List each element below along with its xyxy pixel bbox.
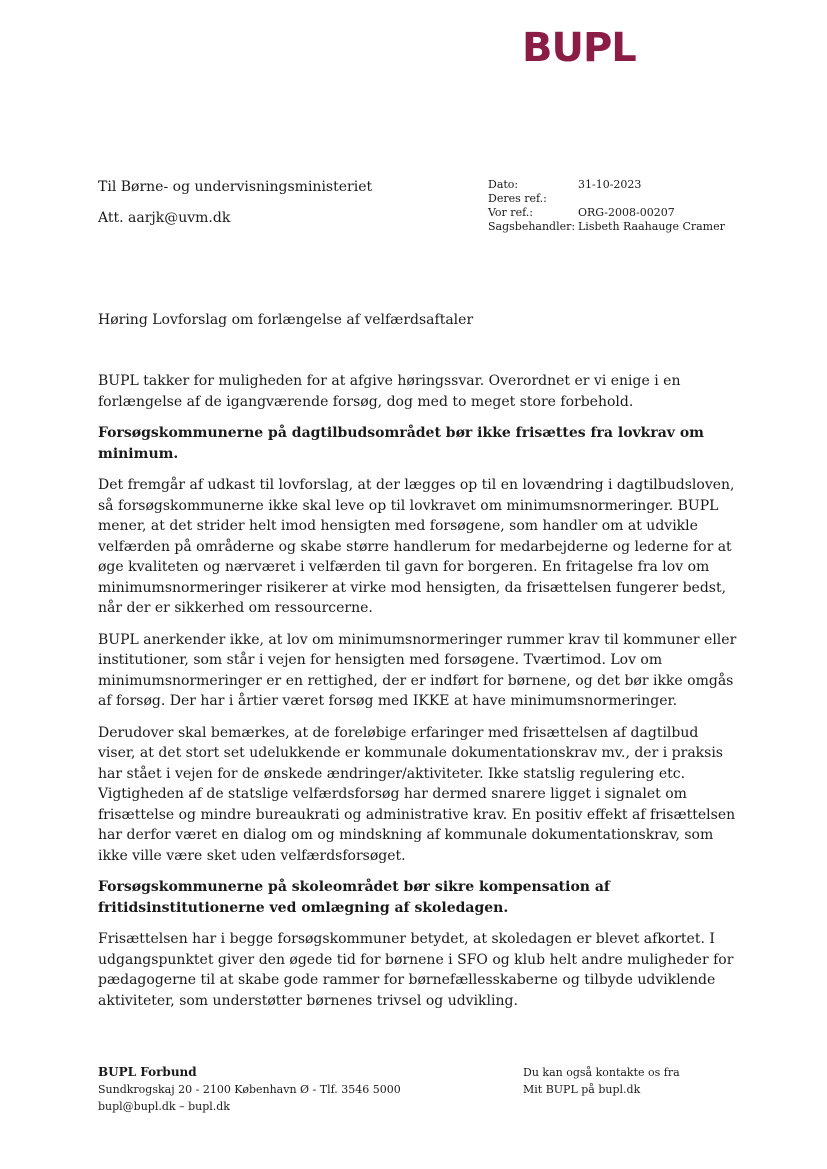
letter-subject: Høring Lovforslag om forlængelse af velfærdsaftaler [98, 312, 474, 328]
footer-address [98, 1064, 401, 1115]
meta-key: Deres ref.: [488, 192, 547, 205]
meta-key: Dato: [488, 178, 519, 191]
meta-key: Vor ref.: [488, 206, 533, 219]
meta-value: Lisbeth Raahauge Cramer [578, 220, 725, 233]
meta-row [488, 206, 725, 220]
body-paragraph: Det fremgår af udkast til lovforslag, at der lægges op til en lovændring i dagtilbudsloven, så forsøgskommunerne ikke skal leve op til lovkravet om minimumsnormeringer. BUPL mener, at det strider helt imod hensigten med forsøgene, som handler om at udvikle velfærden på områderne og skabe større handlerum for medarbejderne og lederne for at øge kvaliteten og nærværet i velfærden til gavn for borgeren. En fritagelse fra lov om minimumsnormeringer risikerer at virke mod hensigten, da frisættelsen fungerer bedst, når der er sikkerhed om ressourcerne. [98, 477, 735, 616]
footer-contact [523, 1064, 680, 1098]
footer-org: BUPL Forbund [98, 1065, 197, 1079]
footer-contact-line: Mit BUPL på bupl.dk [523, 1083, 641, 1096]
bupl-logo: BUPL [522, 25, 636, 71]
intro-paragraph: BUPL takker for muligheden for at afgive høringssvar. Overordnet er vi enige i en forlængelse af de igangværende forsøg, dog med to meget store forbehold. [98, 373, 681, 410]
recipient-to: Til Børne- og undervisningsministeriet [98, 179, 373, 195]
footer-contact-line: Du kan også kontakte os fra [523, 1066, 680, 1079]
meta-row [488, 178, 725, 192]
letter-body [98, 371, 738, 1022]
recipient-block [98, 178, 372, 240]
letter-meta [488, 178, 725, 234]
section-heading-daycare: Forsøgskommunerne på dagtilbudsområdet bør ikke frisættes fra lovkrav om minimum. [98, 425, 704, 462]
meta-value: ORG-2008-00207 [578, 206, 675, 219]
meta-row [488, 220, 725, 234]
meta-row [488, 192, 725, 206]
recipient-att: Att. aarjk@uvm.dk [98, 210, 231, 226]
footer-web: bupl@bupl.dk – bupl.dk [98, 1100, 230, 1113]
meta-value: 31-10-2023 [578, 178, 642, 191]
body-paragraph: Derudover skal bemærkes, at de foreløbige erfaringer med frisættelsen af dagtilbud viser, at det stort set udelukkende er kommunale dokumentationskrav mv., der i praksis har stået i vejen for de ønskede ændringer/aktiviteter. Ikke statslig regulering etc. Vigtigheden af de statslige velfærdsforsøg har dermed snarere ligget i signalet om frisættelse og mindre bureaukrati og administrative krav. En positiv effekt af frisættelsen har derfor været en dialog om og mindskning af kommunale dokumentationskrav, som ikke ville være sket uden velfærdsforsøget. [98, 724, 736, 864]
body-paragraph: Frisættelsen har i begge forsøgskommuner betydet, at skoledagen er blevet afkortet. I udgangspunktet giver den øgede tid for børnene i SFO og klub helt andre muligheder for pædagogerne til at skabe gode rammer for børnefællesskaberne og tilbyde udviklende aktiviteter, som understøtter børnenes trivsel og udvikling. [98, 931, 734, 1009]
body-paragraph: BUPL anerkender ikke, at lov om minimumsnormeringer rummer krav til kommuner eller institutioner, som står i vejen for hensigten med forsøgene. Tværtimod. Lov om minimumsnormeringer er en rettighed, der er indført for børnene, og det bør ikke omgås af forsøg. Der har i årtier været forsøg med IKKE at have minimumsnormeringer. [98, 631, 737, 709]
footer-street: Sundkrogskaj 20 - 2100 København Ø - Tlf. 3546 5000 [98, 1083, 401, 1096]
section-heading-school: Forsøgskommunerne på skoleområdet bør sikre kompensation af fritidsinstitutionerne ved omlægning af skoledagen. [98, 879, 610, 916]
meta-key: Sagsbehandler: [488, 220, 576, 233]
